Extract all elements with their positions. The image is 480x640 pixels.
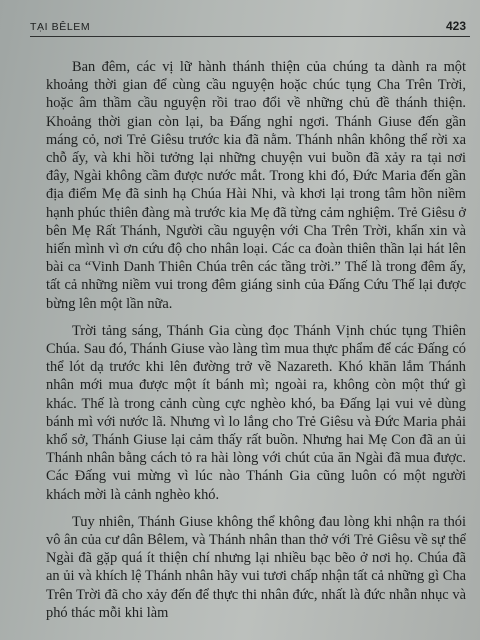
paragraph-morning-meal: Trời tảng sáng, Thánh Gia cùng đọc Thánh Vịnh chúc tụng Thiên Chúa. Sau đó, Thánh Giuse vào làng tìm mua thực phẩm để các Đấng có thể lót dạ trước khi lên đường trở về Nazareth. Khó khăn lắm Thánh nhân mới mua được một ít bánh mì; ngoài ra, không còn một thứ gì khác. Thế là trong cảnh cùng cực nghèo khó, ba Đấng lại vui vẻ dùng bánh mì với nước lã. Nhưng vì lo lắng cho Trẻ Giêsu và Đức Maria phải khổ sở, Thánh Giuse lại cảm thấy rất buồn. Nhưng hai Mẹ Con đã an ủi Thánh nhân bằng cách tỏ ra hài lòng với chút của ăn Ngài đã mua được. Các Đấng vui mừng vì lúc nào Thánh Gia cũng luôn có một người khách mời là cảnh nghèo khó. [46,322,466,503]
page-body [46,58,466,631]
paragraph-night-prayer: Ban đêm, các vị lữ hành thánh thiện của chúng ta dành ra một khoảng thời gian để cùng cầu nguyện hoặc chúc tụng Cha Trên Trời, hoặc âm thầm cầu nguyện rồi trao đổi về những chủ đề thánh thiện. Khoảng thời gian còn lại, ba Đấng nghỉ ngơi. Thánh Giuse đến gần máng cỏ, nơi Trẻ Giêsu trước kia đã nằm. Thánh nhân không thể rời xa chỗ ấy, và khi hồi tưởng lại những chuyện vui buồn đã xảy ra tại nơi đây, Ngài không cầm được nước mắt. Trong khi đó, Đức Maria đến gần địa điểm Mẹ đã sinh hạ Chúa Hài Nhi, và khơi lại trong tâm hồn niềm hạnh phúc thiên đàng mà trước kia Mẹ đã từng cảm nghiệm. Trẻ Giêsu ở bên Mẹ Rất Thánh, Người cầu nguyện với Cha Trên Trời, khẩn xin và hiến mình vì ơn cứu độ cho nhân loại. Các ca đoàn thiên thần lại hát lên bài ca “Vinh Danh Thiên Chúa trên các tầng trời.” Thế là trong đêm ấy, tất cả những niềm vui trong đêm giáng sinh của Đấng Cứu Thế lại được bừng lên một lần nữa. [46,59,466,312]
page-header [30,14,470,37]
running-head: TẠI BÊLEM [30,21,91,33]
paragraph-ingratitude: Tuy nhiên, Thánh Giuse không thể không đau lòng khi nhận ra thói vô ân của cư dân Bêlem, và Thánh nhân than thở với Trẻ Giêsu về sự thể Ngài đã gặp quá ít thiện chí nhưng lại nhiều bạc bẽo ở nơi họ. Chúa đã an ủi và khích lệ Thánh nhân hãy vui tươi chấp nhận tất cả những gì Cha Trên Trời đã cho xảy đến để thực thi nhân đức, nhất là đức nhẫn nhục và phó thác mỗi khi làm [46,513,466,621]
page-number: 423 [445,19,466,33]
